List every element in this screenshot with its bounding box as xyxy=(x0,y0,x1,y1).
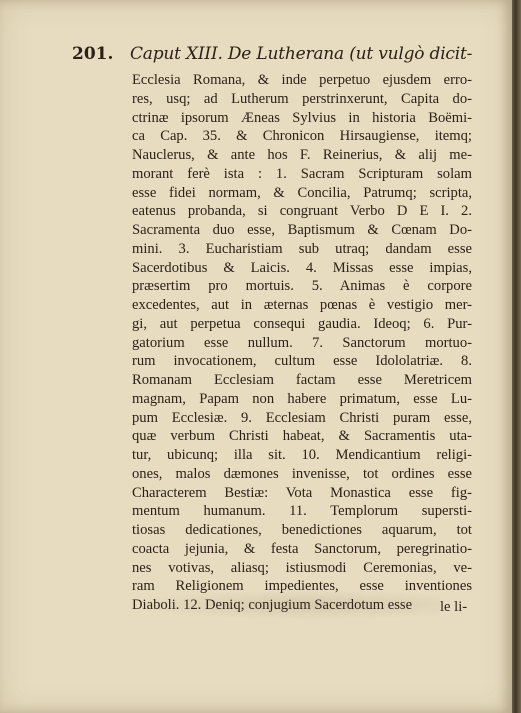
page-number: 201. xyxy=(72,44,114,64)
text-line: esse fidei normam, & Concilia, Patrumq; scripta, xyxy=(132,184,472,201)
text-line: gatorium esse nullum. 7. Sanctorum mortuo- xyxy=(132,334,472,351)
text-line: rum invocationem, cultum esse Idololatriæ. 8. xyxy=(132,353,472,370)
text-line: tiosas dedicationes, benedictiones aquarum, tot xyxy=(132,522,472,538)
text-line: coacta jejunia, & festa Sanctorum, peregrinatio- xyxy=(132,540,472,557)
text-line: Romanam Ecclesiam factam esse Meretricem xyxy=(132,372,472,388)
show-through-bleed xyxy=(120,590,440,620)
catchword: le li- xyxy=(440,599,468,615)
text-line: res, usq; ad Lutherum perstrinxerunt, Capita do- xyxy=(132,90,472,107)
text-line: eatenus probanda, si congruant Verbo D E I. 2. xyxy=(132,203,472,220)
text-line: præsertim pro mortuis. 5. Animas è corpore xyxy=(132,278,472,295)
text-line: Sacerdotibus & Laicis. 4. Missas esse impias, xyxy=(132,259,472,276)
page-header xyxy=(72,44,492,68)
text-line: pum Ecclesiæ. 9. Ecclesiam Christi puram esse, xyxy=(132,409,472,426)
running-title: Caput XIII. De Lutherana (ut vulgò dicit- xyxy=(130,44,473,64)
text-line: Sacramenta duo esse, Baptismum & Cœnam Do- xyxy=(132,222,472,238)
text-line: ca Cap. 35. & Chronicon Hirsaugiense, itemq; xyxy=(132,128,472,145)
text-line: gi, aut perpetua consequi gaudia. Ideoq; 6. Pur- xyxy=(132,315,472,332)
text-line: excedentes, aut in æternas pœnas è vestigio mer- xyxy=(132,297,472,313)
text-line: ram Religionem impedientes, esse inventiones xyxy=(132,578,472,595)
text-line: tur, ubicunq; illa sit. 10. Mendicantium religi- xyxy=(132,447,472,463)
text-line: mentum humanum. 11. Templorum supersti- xyxy=(132,503,472,520)
text-line: Ecclesia Romana, & inde perpetuo ejusdem erro- xyxy=(132,72,472,88)
text-line: ctrinæ ipsorum Æneas Sylvius in historia Boëmi- xyxy=(132,109,472,126)
book-edge xyxy=(512,0,521,713)
text-line: Characterem Bestiæ: Vota Monastica esse fig- xyxy=(132,484,472,501)
text-line: nes votivas, aliasq; istiusmodi Ceremonias, ve- xyxy=(132,559,472,576)
text-line: quæ verbum Christi habeat, & Sacramentis uta- xyxy=(132,428,472,445)
text-line: magnam, Papam non habere primatum, esse Lu- xyxy=(132,390,472,407)
text-line: Nauclerus, & ante hos F. Reinerius, & alij me- xyxy=(132,147,472,163)
body-text xyxy=(132,71,472,615)
text-line: Diaboli. 12. Deniq; conjugium Sacerdotum esse xyxy=(132,597,413,613)
text-line: mini. 3. Eucharistiam sub utraq; dandam esse xyxy=(132,240,472,257)
text-line: morant ferè ista : 1. Sacram Scripturam solam xyxy=(132,165,472,182)
text-line: ones, malos dæmones invenisse, tot ordines esse xyxy=(132,465,472,482)
